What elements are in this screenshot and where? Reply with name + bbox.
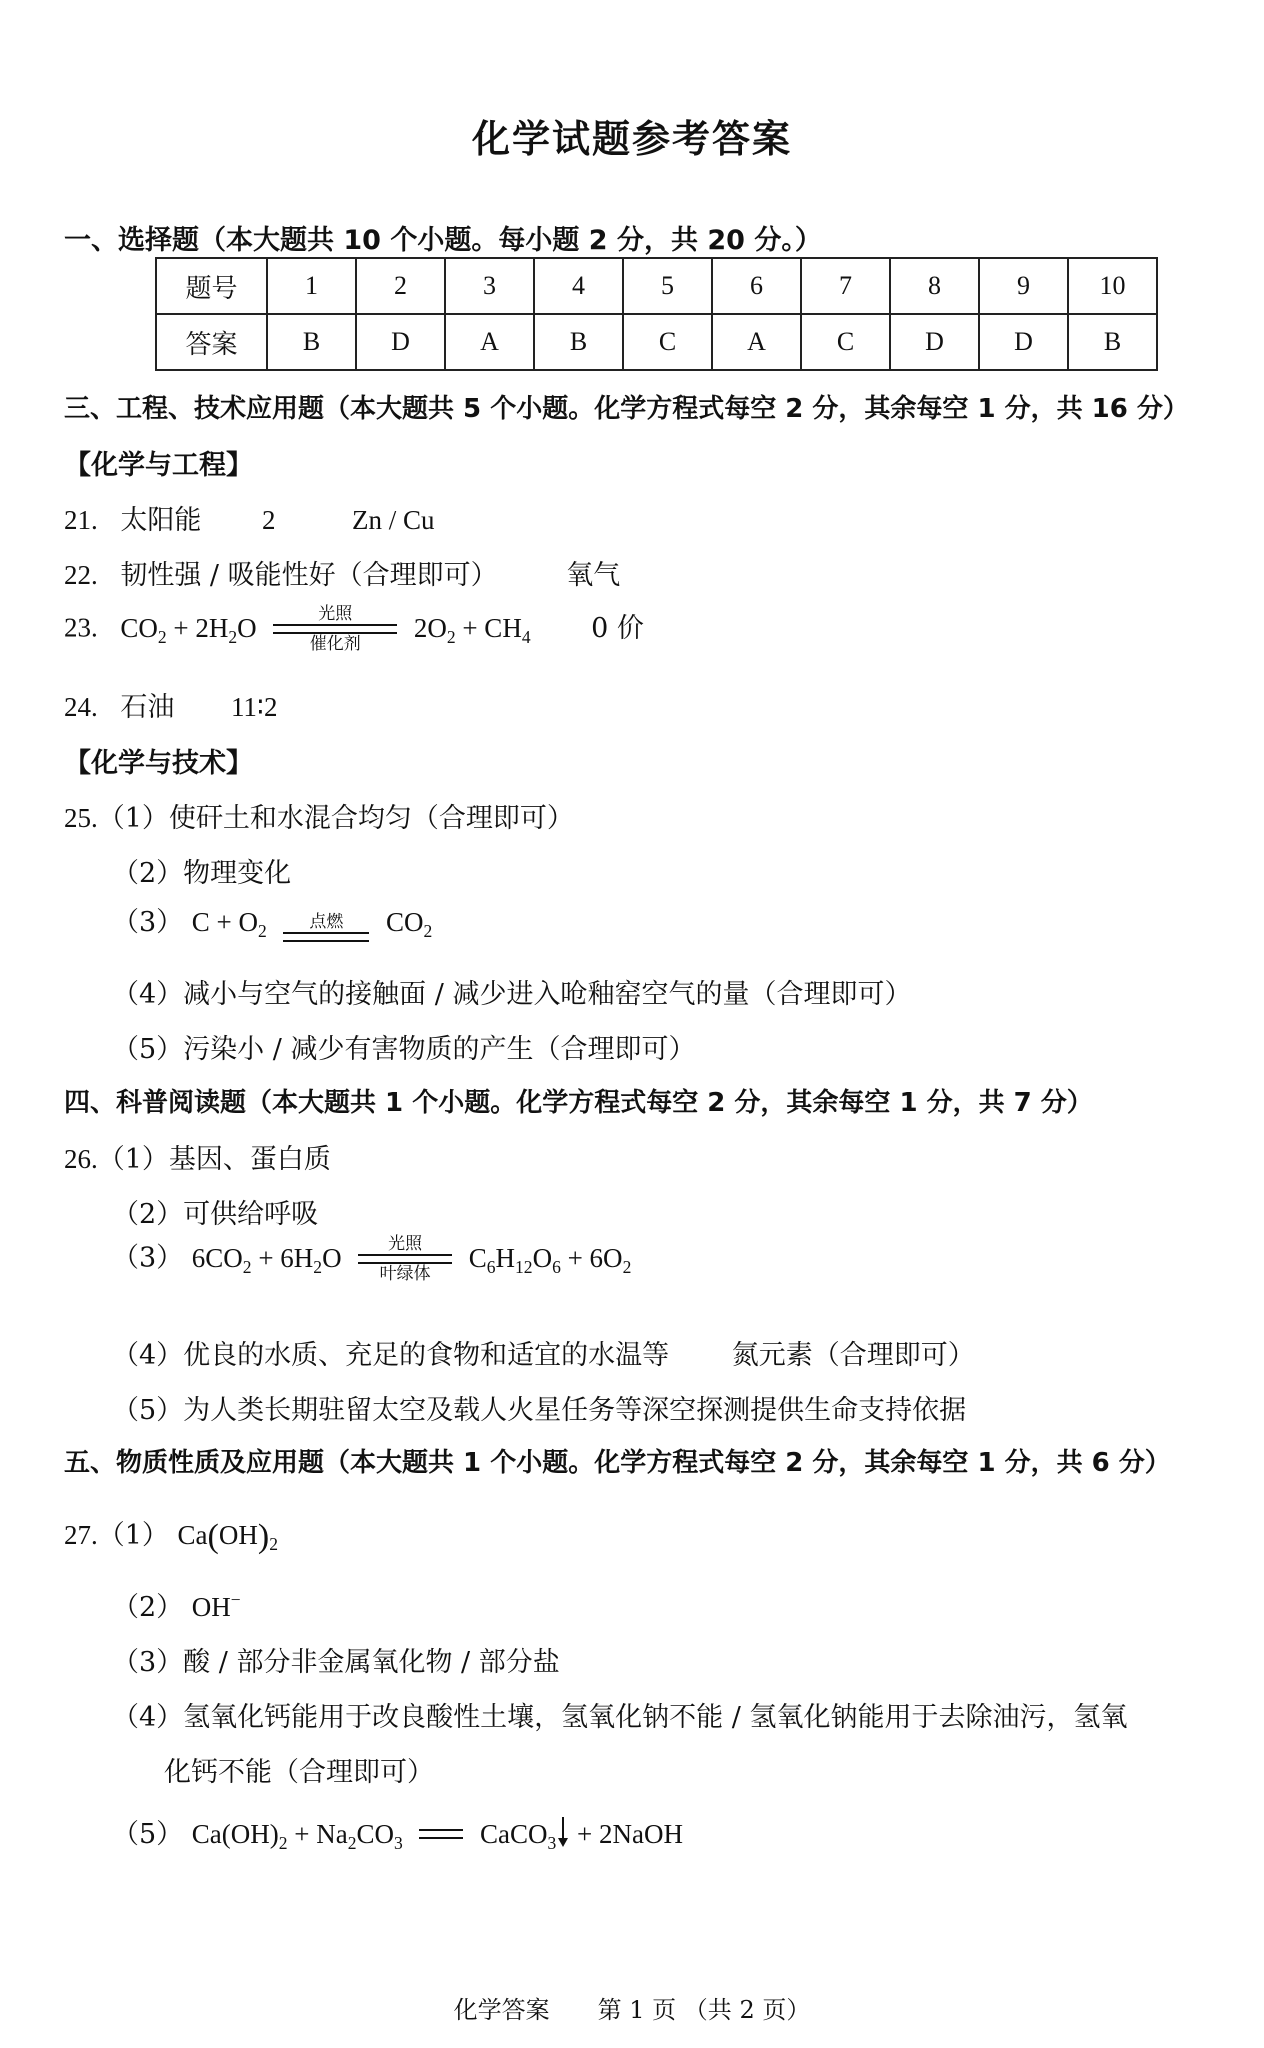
answer-text: 11∶2 [230,692,278,722]
part-label: （1） [97,1520,169,1551]
reaction-condition [419,1829,463,1839]
question-25-part-3 [112,900,432,942]
answer-text: 化钙不能（合理即可） [164,1757,434,1788]
table-cell: A [712,314,801,370]
answer-text: 0 价 [591,612,644,644]
question-27-part-2 [112,1585,241,1624]
answer-text: （4）氢氧化钙能用于改良酸性土壤，氢氧化钠不能 / 氢氧化钠能用于去除油污，氢氧 [112,1702,1128,1733]
question-number: 26. [64,1144,98,1174]
question-27-part-5 [112,1812,683,1854]
page-footer: 化学答案 第 1 页 （共 2 页） [453,1996,811,2024]
question-number: 22. [64,560,98,590]
table-cell: 9 [979,258,1068,314]
section-5-heading: 五、物质性质及应用题（本大题共 1 个小题。化学方程式每空 2 分，其余每空 1 分，共 6 分） [64,1448,1171,1478]
answer-text: （1）基因、蛋白质 [97,1144,331,1175]
question-number: 27. [64,1520,98,1550]
page-title: 化学试题参考答案 [471,117,792,161]
answer-text: 太阳能 [120,505,202,536]
subsection-technology: 【化学与技术】 [64,748,253,779]
question-25 [64,796,574,835]
precipitate-arrow-icon [558,1817,568,1847]
answer-text: Zn / Cu [352,505,435,535]
table-header-cell: 答案 [156,314,267,370]
question-21 [64,498,435,537]
question-23 [64,604,644,654]
section-1-heading: 一、选择题（本大题共 10 个小题。每小题 2 分，共 20 分。） [64,225,822,256]
table-cell: B [534,314,623,370]
table-cell: C [801,314,890,370]
table-row-answers [156,314,1157,370]
question-27 [64,1513,278,1556]
answer-text: （4）优良的水质、充足的食物和适宜的水温等 [112,1340,670,1371]
part-label: （2） [112,1592,184,1623]
answer-table [155,257,1158,371]
equation-reactants: $6CO_2 + 6H_2O$ [191,1242,342,1277]
table-cell: D [979,314,1068,370]
part-label: （3） [112,907,184,938]
answer-text: 氮元素（合理即可） [731,1340,975,1371]
question-number: 23. [64,612,98,643]
reaction-condition: 点燃 [283,912,369,942]
answer-text: （2）可供给呼吸 [112,1199,319,1230]
table-header-cell: 题号 [156,258,267,314]
answer-text: （2）物理变化 [112,858,292,889]
equation-reactants: $C + O_2$ [191,907,267,942]
equation-reactants: $CO_2 + 2H_2O$ [120,612,257,647]
equation-products: CaCO$_3$ + 2NaOH [479,1819,683,1854]
equation-products: $CO_2$ [385,907,433,942]
table-cell: 8 [890,258,979,314]
table-cell: D [890,314,979,370]
table-cell: 4 [534,258,623,314]
table-cell: B [1068,314,1157,370]
answer-text: （4）减小与空气的接触面 / 减少进入呛釉窑空气的量（合理即可） [112,979,912,1010]
answer-text: 2 [261,505,276,535]
question-26-part-4 [112,1333,975,1372]
equation-reactants: $Ca(OH)_2 + Na_2CO_3$ [191,1819,403,1854]
table-cell: 6 [712,258,801,314]
reaction-condition: 光照 催化剂 [273,604,397,654]
table-cell: D [356,314,445,370]
answer-text: 氧气 [566,560,621,591]
question-22 [64,553,620,592]
section-4-heading: 四、科普阅读题（本大题共 1 个小题。化学方程式每空 2 分，其余每空 1 分，共 7 分） [64,1088,1093,1118]
table-row-numbers [156,258,1157,314]
table-cell: C [623,314,712,370]
table-cell: 3 [445,258,534,314]
table-cell: 10 [1068,258,1157,314]
answer-text: 韧性强 / 吸能性好（合理即可） [120,560,498,591]
table-cell: 1 [267,258,356,314]
table-cell: B [267,314,356,370]
part-label: （5） [112,1819,184,1850]
question-number: 25. [64,803,98,833]
section-3-heading: 三、工程、技术应用题（本大题共 5 个小题。化学方程式每空 2 分，其余每空 1 分，共 16 分） [64,394,1189,424]
equation-products: $2O_2 + CH_4$ [413,612,531,647]
question-26 [64,1137,331,1176]
subsection-engineering: 【化学与工程】 [64,450,253,481]
equation-products: $C_6H_{12}O_6 + 6O_2$ [468,1242,632,1277]
answer-text: （5）为人类长期驻留太空及载人火星任务等深空探测提供生命支持依据 [112,1395,967,1426]
table-cell: 2 [356,258,445,314]
question-number: 21. [64,505,98,535]
formula: OH− [191,1589,241,1622]
table-cell: 5 [623,258,712,314]
answer-text: 石油 [120,692,175,723]
question-number: 24. [64,692,98,722]
answer-text: （1）使矸土和水混合均匀（合理即可） [97,803,574,834]
table-cell: A [445,314,534,370]
reaction-condition: 光照 叶绿体 [358,1234,452,1284]
question-24 [64,685,277,724]
answer-text: （3）酸 / 部分非金属氧化物 / 部分盐 [112,1647,560,1678]
question-26-part-3 [112,1234,631,1284]
part-label: （3） [112,1242,184,1274]
formula: $Ca(OH)_2$ [177,1518,278,1555]
table-cell: 7 [801,258,890,314]
answer-text: （5）污染小 / 减少有害物质的产生（合理即可） [112,1034,696,1065]
